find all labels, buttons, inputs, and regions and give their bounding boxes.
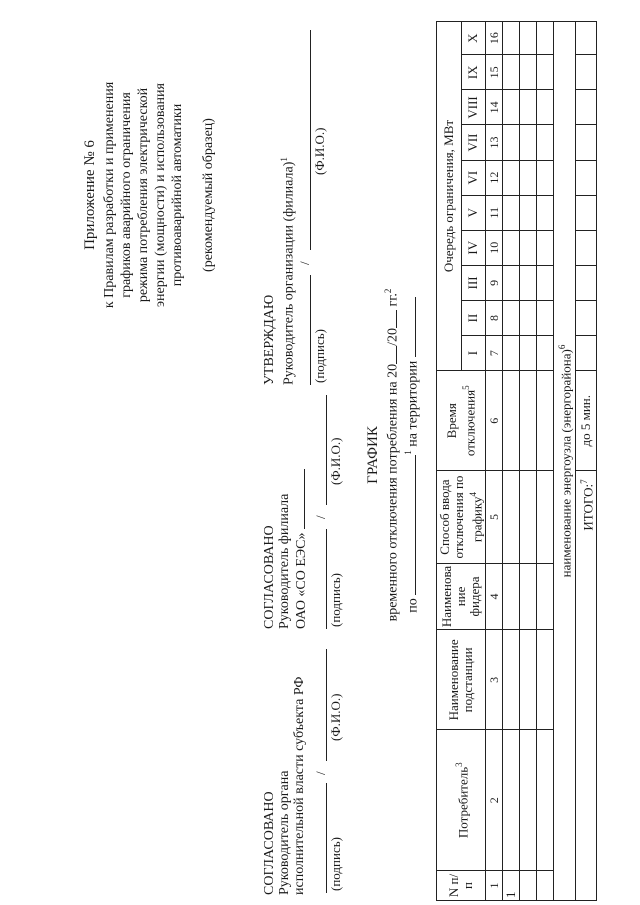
table-cell — [520, 55, 537, 90]
table-cell — [537, 730, 554, 870]
approve-title: УТВЕРЖДАЮ — [262, 294, 277, 385]
schedule-territory-label: на территории — [405, 360, 421, 447]
column-number: 5 — [486, 471, 503, 563]
column-number: 1 — [486, 870, 503, 900]
row-number: 1 — [503, 870, 520, 900]
footnote-mark: 1 — [402, 450, 413, 455]
table-cell — [503, 336, 520, 371]
agree-rf-role: исполнительной власти субъекта РФ — [292, 676, 307, 895]
table-cell — [537, 22, 554, 55]
queue-header: III — [461, 265, 486, 300]
name-line — [326, 649, 327, 761]
schedule-period-sep: /20 — [385, 328, 401, 346]
signature-line — [326, 529, 327, 629]
blank-line — [384, 346, 397, 364]
table-cell — [537, 630, 554, 730]
appendix-title: Приложение № 6 — [82, 140, 98, 250]
appendix-line: к Правилам разработки и применения — [102, 81, 117, 309]
slash: / — [297, 261, 312, 265]
col-header-consumer-text: Потребитель — [455, 766, 471, 839]
table-cell — [575, 125, 596, 160]
name-label: (Ф.И.О.) — [328, 437, 343, 485]
appendix-line: режима потребления электрической — [136, 87, 151, 303]
table-cell — [520, 90, 537, 125]
signature-line — [310, 275, 311, 385]
blank-line — [292, 469, 305, 529]
table-cell — [575, 90, 596, 125]
table-cell — [503, 22, 520, 55]
agree-so-role — [292, 389, 309, 629]
name-line — [326, 395, 327, 505]
column-number: 14 — [486, 90, 503, 125]
name-label: (Ф.И.О.) — [312, 127, 327, 175]
column-number: 9 — [486, 265, 503, 300]
energy-node-label — [554, 22, 575, 901]
energy-node-row — [554, 22, 575, 901]
col-header-consumer — [437, 730, 486, 870]
table-cell — [503, 125, 520, 160]
schedule-years-label: гг. — [385, 293, 401, 307]
col-header-method-text: Способ ввода отключения по графику — [437, 475, 485, 559]
col-header-feeder: Наименова ние фидера — [437, 563, 486, 630]
table-cell — [575, 22, 596, 55]
table-cell — [520, 630, 537, 730]
table-cell — [503, 730, 520, 870]
col-header-method — [437, 471, 486, 563]
slash: / — [313, 515, 328, 519]
queue-header: IX — [461, 55, 486, 90]
name-label: (Ф.И.О.) — [328, 693, 343, 741]
table-cell — [520, 160, 537, 195]
table-cell — [537, 195, 554, 230]
column-number: 12 — [486, 160, 503, 195]
agree-so-block — [262, 389, 309, 629]
table-cell — [503, 300, 520, 335]
footnote-mark: 1 — [279, 157, 289, 162]
table-cell — [537, 563, 554, 630]
signature-label: (подпись) — [312, 329, 327, 383]
table-cell — [575, 265, 596, 300]
schedule-subtitle-line2 — [401, 235, 421, 675]
footnote-mark: 2 — [383, 288, 393, 294]
appendix-header — [82, 0, 217, 405]
column-number: 10 — [486, 230, 503, 265]
queue-header: V — [461, 195, 486, 230]
total-text: ИТОГО: — [579, 483, 595, 531]
col-header-time-text: Время отключения — [444, 389, 478, 457]
queue-header: II — [461, 300, 486, 335]
schedule-table — [436, 21, 597, 901]
agree-rf-block — [262, 635, 307, 895]
schedule-period-text: временного отключения потребления на 20 — [385, 363, 401, 622]
slash: / — [313, 771, 328, 775]
table-cell — [537, 300, 554, 335]
footnote-mark: 6 — [557, 344, 568, 350]
name-line — [310, 30, 311, 250]
table-cell — [503, 195, 520, 230]
footnote-mark: 4 — [468, 491, 478, 497]
table-cell — [503, 563, 520, 630]
footnote-mark: 7 — [578, 479, 589, 484]
table-cell — [575, 230, 596, 265]
blank-line — [384, 310, 397, 328]
column-number: 8 — [486, 300, 503, 335]
schedule-title: ГРАФИК — [365, 426, 381, 484]
header-row — [437, 22, 462, 901]
column-number: 4 — [486, 563, 503, 630]
table-cell — [503, 371, 520, 471]
table-cell — [503, 471, 520, 563]
table-cell — [520, 195, 537, 230]
appendix-line: энергии (мощности) и использования — [153, 83, 168, 307]
table-cell — [503, 265, 520, 300]
table-cell — [503, 630, 520, 730]
column-number: 16 — [486, 22, 503, 55]
signature-label: (подпись) — [328, 573, 343, 627]
col-header-substation: Наименование подстанции — [437, 630, 486, 730]
total-row — [575, 22, 596, 901]
table-cell — [575, 55, 596, 90]
col-header-queue: Очередь ограничения, МВт — [437, 22, 462, 371]
agree-so-role: Руководитель филиала — [277, 493, 292, 629]
footnote-mark: 5 — [461, 385, 471, 390]
table-cell — [503, 230, 520, 265]
table-row — [503, 22, 520, 901]
energy-node-text: наименование энергоузла (энергорайона) — [558, 349, 574, 578]
table-cell — [503, 55, 520, 90]
table-cell — [520, 265, 537, 300]
table-cell — [537, 471, 554, 563]
table-cell — [503, 160, 520, 195]
queue-header: VIII — [461, 90, 486, 125]
column-numbers-row — [486, 22, 503, 901]
schedule-heading — [366, 235, 420, 675]
table-cell — [520, 300, 537, 335]
table-cell — [520, 371, 537, 471]
agree-so-title: СОГЛАСОВАНО — [262, 525, 277, 629]
table-cell — [520, 22, 537, 55]
table-cell — [520, 230, 537, 265]
table-cell — [537, 90, 554, 125]
blank-line — [403, 455, 416, 595]
table-cell — [537, 336, 554, 371]
queue-header: VI — [461, 160, 486, 195]
queue-header: IV — [461, 230, 486, 265]
table-cell — [537, 230, 554, 265]
table-cell — [537, 265, 554, 300]
approve-role — [277, 15, 297, 385]
queue-header: I — [461, 336, 486, 371]
appendix-line: противоаварийной автоматики — [170, 103, 185, 287]
signature-label: (подпись) — [328, 837, 343, 891]
column-number: 15 — [486, 55, 503, 90]
queue-header: X — [461, 22, 486, 55]
appendix-line: графиков аварийного ограничения — [119, 92, 134, 298]
signature-line — [326, 783, 327, 893]
table-cell — [575, 300, 596, 335]
blank-line — [403, 297, 416, 357]
table-cell — [520, 471, 537, 563]
table-row — [537, 22, 554, 901]
col-header-time — [437, 371, 486, 471]
table-row — [520, 22, 537, 901]
table-cell — [537, 870, 554, 900]
column-number: 3 — [486, 630, 503, 730]
table-cell — [537, 55, 554, 90]
table-cell — [537, 125, 554, 160]
appendix-note: (рекомендуемый образец) — [201, 118, 216, 272]
approve-role-text: Руководитель организации (филиала) — [281, 161, 297, 385]
column-number: 13 — [486, 125, 503, 160]
table-cell — [520, 870, 537, 900]
table-cell — [537, 371, 554, 471]
agree-rf-role: Руководитель органа — [277, 770, 292, 895]
schedule-subtitle-line1 — [381, 235, 401, 675]
table-cell — [575, 195, 596, 230]
agree-so-org: ОАО «СО ЕЭС» — [294, 532, 309, 629]
column-number: 7 — [486, 336, 503, 371]
table-cell — [520, 336, 537, 371]
queue-header: VII — [461, 125, 486, 160]
total-time: до 5 мин. — [575, 371, 596, 471]
table-cell — [520, 730, 537, 870]
schedule-org-prefix: по — [405, 598, 421, 613]
table-cell — [575, 160, 596, 195]
table-cell — [575, 336, 596, 371]
col-header-n: N п/п — [437, 870, 486, 900]
footnote-mark: 3 — [454, 762, 464, 767]
table-cell — [503, 90, 520, 125]
table-cell — [520, 563, 537, 630]
approve-block — [262, 15, 297, 385]
agree-rf-title: СОГЛАСОВАНО — [262, 791, 277, 895]
total-label — [575, 471, 596, 901]
column-number: 11 — [486, 195, 503, 230]
column-number: 6 — [486, 371, 503, 471]
table-cell — [537, 160, 554, 195]
column-number: 2 — [486, 730, 503, 870]
table-cell — [520, 125, 537, 160]
